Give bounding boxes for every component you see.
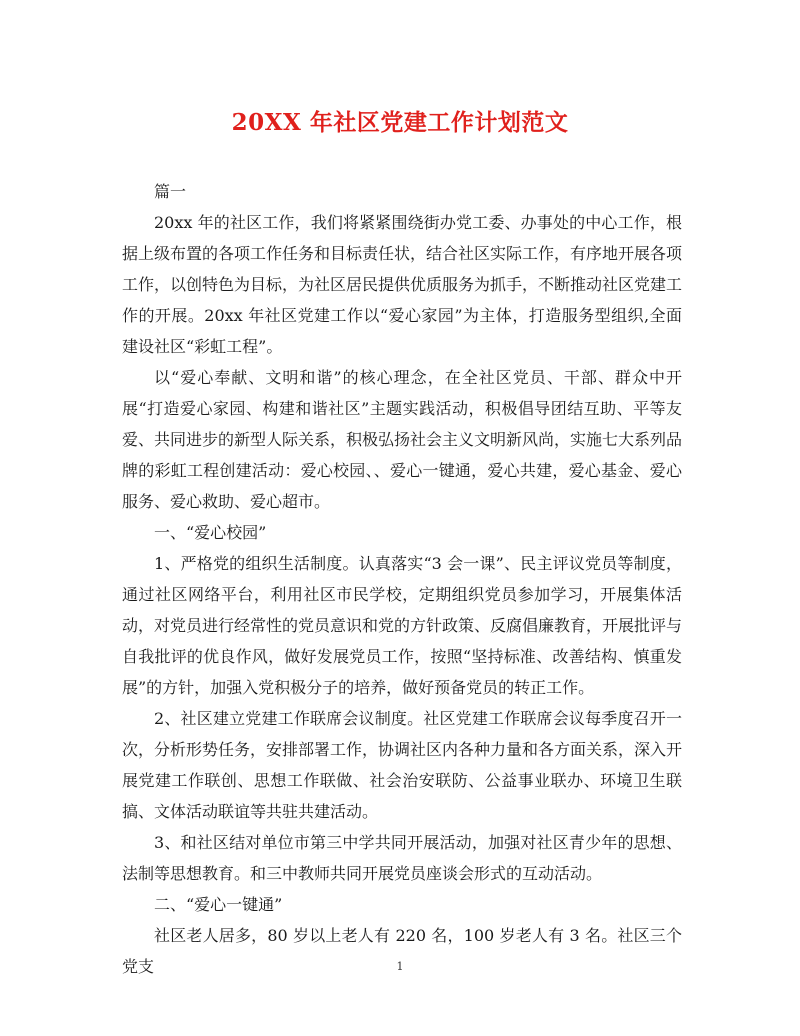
paragraph: 20xx 年的社区工作，我们将紧紧围绕街办党工委、办事处的中心工作，根据上级布置的各项工作任务和目标责任状，结合社区实际工作，有序地开展各项工作，以创特色为目标，为社区居民提供优质服务为抓手，不断推动社区党建工作的开展。20xx 年社区党建工作以“爱心家园”为主体，打造服务型组织,全面建设社区“彩虹工程”。	[122, 213, 683, 356]
paragraph: 以“爱心奉献、文明和谐”的核心理念，在全社区党员、干部、群众中开展“打造爱心家园、构建和谐社区”主题实践活动，积极倡导团结互助、平等友爱、共同进步的新型人际关系，积极弘扬社会主义文明新风尚，实施七大系列品牌的彩虹工程创建活动：爱心校园、、爱心一键通，爱心共建，爱心基金、爱心服务、爱心救助、爱心超市。	[122, 368, 683, 511]
section-heading: 二、“爱心一键通”	[154, 895, 283, 914]
paragraph: 1、严格党的组织生活制度。认真落实“3 会一课”、民主评议党员等制度，通过社区网络平台，利用社区市民学校，定期组织党员参加学习，开展集体活动，对党员进行经常性的党员意识和党的方针政策、反腐倡廉教育，开展批评与自我批评的优良作风，做好发展党员工作，按照“坚持标准、改善结构、慎重发展”的方针，加强入党积极分子的培养，做好预备党员的转正工作。	[122, 554, 683, 697]
section-heading: 一、“爱心校园”	[154, 523, 267, 542]
paragraph: 社区老人居多，80 岁以上老人有 220 名，100 岁老人有 3 名。社区三个党支	[122, 926, 682, 976]
paragraph: 3、和社区结对单位市第三中学共同开展活动，加强对社区青少年的思想、法制等思想教育。和三中教师共同开展党员座谈会形式的互动活动。	[122, 833, 682, 883]
document-body	[122, 176, 682, 982]
paragraph: 2、社区建立党建工作联席会议制度。社区党建工作联席会议每季度召开一次，分析形势任务，安排部署工作，协调社区内各种力量和各方面关系，深入开展党建工作联创、思想工作联做、社会治安联防、公益事业联办、环境卫生联搞、文体活动联谊等共驻共建活动。	[122, 709, 683, 821]
page-number: 1	[396, 960, 404, 973]
document-title: 20XX 年社区党建工作计划范文	[231, 109, 569, 136]
section-heading: 篇一	[154, 182, 187, 201]
